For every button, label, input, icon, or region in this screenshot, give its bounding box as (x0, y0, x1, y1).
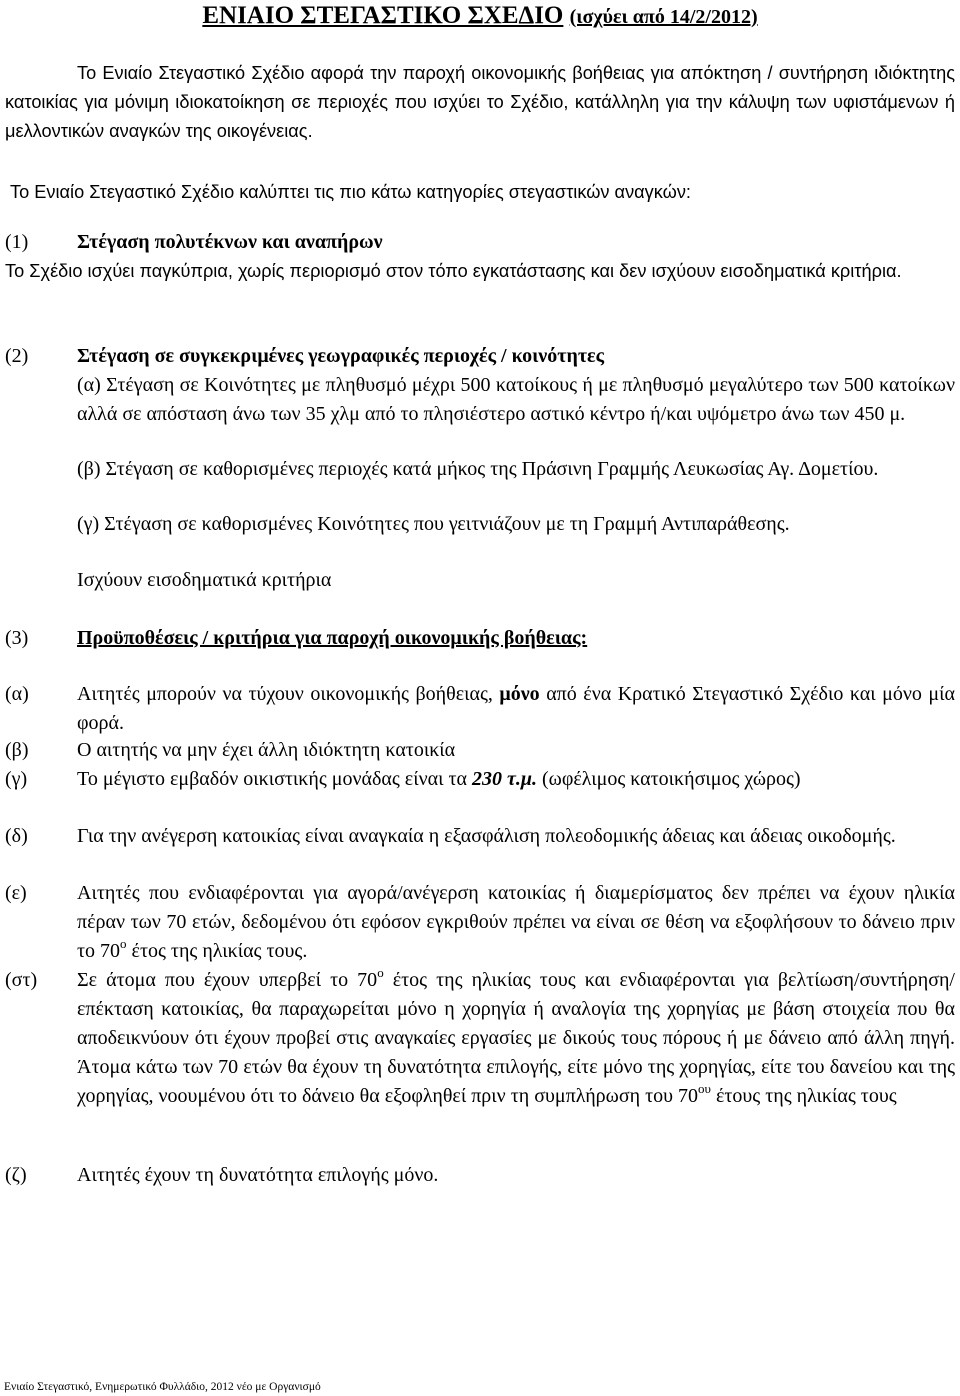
requirement-d (5, 822, 955, 851)
title-validity: (ισχύει από 14/2/2012) (569, 6, 758, 28)
intro-paragraph: Το Ενιαίο Στεγαστικό Σχέδιο αφορά την παροχή οικονομικής βοήθειας για απόκτηση / συντήρηση ιδιόκτητης κατοικίας για μόνιμη ιδιοκατοίκηση σε περιοχές που ισχύει το Σχέδιο, κατάλληλη για την κάλυψη των υφιστάμενων ή μελλοντικών αναγκών της οικογένειας. (5, 63, 955, 141)
requirement-label: (στ) (5, 969, 38, 991)
requirement-label: (ζ) (5, 1164, 27, 1186)
section-2-heading (5, 342, 955, 371)
coverage-paragraph: Το Ενιαίο Στεγαστικό Σχέδιο καλύπτει τις πιο κάτω κατηγορίες στεγαστικών αναγκών: (10, 182, 691, 202)
requirement-label: (ε) (5, 882, 27, 904)
title-main: ΕΝΙΑΙΟ ΣΤΕΓΑΣΤΙΚΟ ΣΧΕΔΙΟ (202, 2, 564, 29)
section-2-number: (2) (5, 345, 29, 367)
section-1-text: Το Σχέδιο ισχύει παγκύπρια, χωρίς περιορισμό στον τόπο εγκατάστασης και δεν ισχύουν εισοδηματικά κριτήρια. (5, 261, 902, 281)
section-3-heading (5, 624, 955, 653)
section-1-title: Στέγαση πολυτέκνων και αναπήρων (77, 231, 383, 253)
requirement-text: Το μέγιστο εμβαδόν οικιστικής μονάδας είναι τα 230 τ.μ. (ωφέλιμος κατοικήσιμος χώρος) (77, 768, 801, 790)
requirement-text: Ο αιτητής να μην έχει άλλη ιδιόκτητη κατοικία (77, 739, 456, 761)
requirement-e (5, 879, 955, 966)
requirement-text: Αιτητές που ενδιαφέρονται για αγορά/ανέγερση κατοικίας ή διαμερίσματος δεν πρέπει να έχουν ηλικία πέραν των 70 ετών, δεδομένου ότι εφόσον εγκριθούν πρέπει να είναι σε θέση να εξοφλήσουν το δάνειο πριν το $70^o$ έτος της ηλικίας τους. (77, 882, 955, 962)
requirement-a (5, 680, 955, 738)
requirement-label: (β) (5, 739, 29, 761)
section-1-heading (5, 228, 955, 257)
section-3-title: Προϋποθέσεις / κριτήρια για παροχή οικονομικής βοήθειας: (77, 627, 588, 649)
section-2-title: Στέγαση σε συγκεκριμένες γεωγραφικές περιοχές / κοινότητες (77, 345, 605, 367)
requirement-text: Για την ανέγερση κατοικίας είναι αναγκαία η εξασφάλιση πολεοδομικής άδειας και άδειας οικοδομής. (77, 825, 896, 847)
max-area-value: 230 τ.μ. (472, 768, 537, 790)
section-1-number: (1) (5, 231, 29, 253)
section-2-item-c: (γ) Στέγαση σε καθορισμένες Κοινότητες που γειτνιάζουν με τη Γραμμή Αντιπαράθεσης. (77, 513, 790, 535)
income-criteria-note: Ισχύουν εισοδηματικά κριτήρια (77, 569, 332, 591)
section-3-number: (3) (5, 627, 29, 649)
requirement-label: (δ) (5, 825, 28, 847)
page-title (0, 2, 960, 30)
requirement-text: Σε άτομα που έχουν υπερβεί το $70^o$ έτος της ηλικίας τους και ενδιαφέρονται για βελτίωση/συντήρηση/επέκταση κατοικίας, θα παραχωρείται μόνο η χορηγία ή αναλογία της χορηγίας με βάση στοιχεία που θα αποδεικνύουν ότι έχουν προβεί στις αναγκαίες εργασίες με δικούς τους πόρους ή με δάνειο από άλλη πηγή. Άτομα κάτω των 70 ετών θα έχουν τη δυνατότητα επιλογής, είτε μόνο της χορηγίας, είτε του δανείου και της χορηγίας, νοουμένου ότι το δάνειο θα εξοφληθεί πριν τη συμπλήρωση του $70^{o\upsilon}$ έτους της ηλικίας τους (77, 965, 955, 1107)
page-footer: Ενιαίο Στεγαστικό, Ενημερωτικό Φυλλάδιο, 2012 νέο με Οργανισμό (4, 1381, 321, 1393)
requirement-st (5, 966, 955, 1111)
requirement-text: Αιτητές μπορούν να τύχουν οικονομικής βοήθειας, μόνο από ένα Κρατικό Στεγαστικό Σχέδιο και μόνο μία φορά. (77, 683, 956, 734)
requirement-c (5, 765, 955, 794)
requirement-text: Αιτητές έχουν τη δυνατότητα επιλογής μόνο. (77, 1164, 439, 1186)
section-2-item-b: (β) Στέγαση σε καθορισμένες περιοχές κατά μήκος της Πράσινη Γραμμής Λευκωσίας Αγ. Δομετίου. (77, 458, 879, 480)
section-2-item-a: (α) Στέγαση σε Κοινότητες με πληθυσμό μέχρι 500 κατοίκους ή με πληθυσμό μεγαλύτερο των 500 κατοίκων αλλά σε απόσταση άνω των 35 χλμ από το πλησιέστερο αστικό κέντρο ή/και υψόμετρο άνω των 450 μ. (77, 374, 955, 425)
requirement-label: (α) (5, 683, 29, 705)
requirement-z (5, 1161, 955, 1190)
requirement-label: (γ) (5, 768, 28, 790)
requirement-b (5, 736, 955, 765)
